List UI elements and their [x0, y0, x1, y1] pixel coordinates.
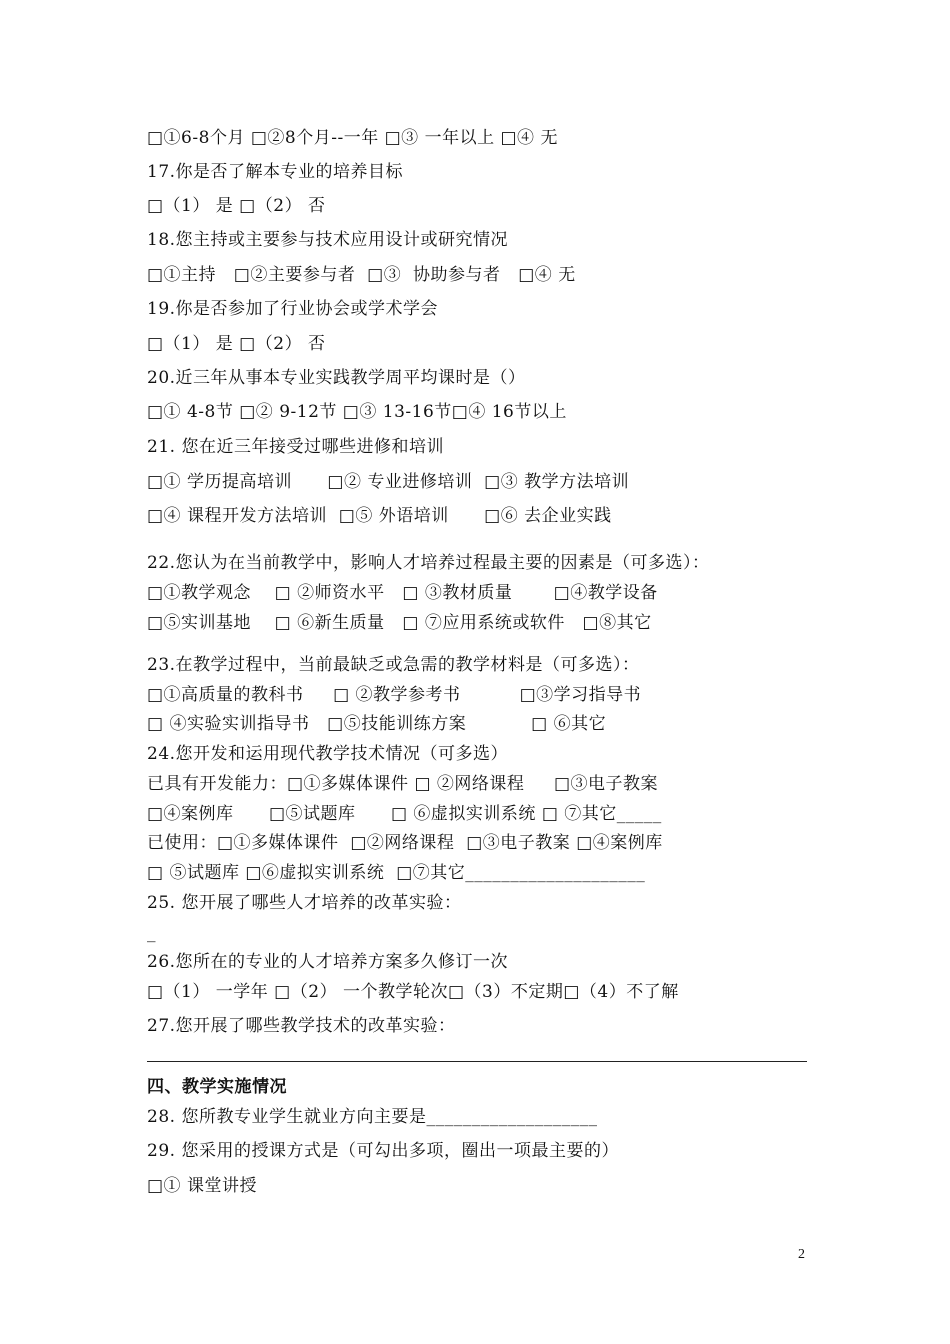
line-q20: 20.近三年从事本专业实践教学周平均课时是（） — [147, 368, 526, 388]
line-q28: 28. 您所教专业学生就业方向主要是___________________ — [147, 1107, 598, 1127]
line-q24: 24.您开发和运用现代教学技术情况（可多选） — [147, 744, 509, 764]
line-q19-options: □（1） 是 □（2） 否 — [147, 334, 326, 354]
line-q22-options-2: □⑤实训基地 □ ⑥新生质量 □ ⑦应用系统或软件 □⑧其它 — [147, 613, 652, 633]
line-q25: 25. 您开展了哪些人才培养的改革实验： — [147, 893, 462, 913]
line-q19: 19.你是否参加了行业协会或学术学会 — [147, 299, 439, 319]
line-q29-option-1: □① 课堂讲授 — [147, 1176, 257, 1196]
line-q24-used-2: □ ⑤试题库 □⑥虚拟实训系统 □⑦其它____________________ — [147, 863, 646, 883]
line-q21: 21. 您在近三年接受过哪些进修和培训 — [147, 437, 444, 457]
line-q16-options: □①6-8个月 □②8个月--一年 □③ 一年以上 □④ 无 — [147, 128, 558, 148]
line-q17: 17.你是否了解本专业的培养目标 — [147, 162, 404, 182]
line-q18: 18.您主持或主要参与技术应用设计或研究情况 — [147, 230, 509, 250]
page-number: 2 — [798, 1247, 805, 1262]
line-q26-options: □（1） 一学年 □（2） 一个教学轮次□（3）不定期□（4）不了解 — [147, 982, 679, 1002]
line-q21-options-1: □① 学历提高培训 □② 专业进修培训 □③ 教学方法培训 — [147, 472, 630, 492]
line-q24-dev-1: 已具有开发能力：□①多媒体课件 □ ②网络课程 □③电子教案 — [147, 774, 659, 794]
section-heading: 四、教学实施情况 — [147, 1077, 287, 1097]
line-q24-used-1: 已使用：□①多媒体课件 □②网络课程 □③电子教案 □④案例库 — [147, 833, 663, 853]
line-q17-options: □（1） 是 □（2） 否 — [147, 196, 326, 216]
line-q21-options-2: □④ 课程开发方法培训 □⑤ 外语培训 □⑥ 去企业实践 — [147, 506, 612, 526]
line-q23-options-2: □ ④实验实训指导书 □⑤技能训练方案 □ ⑥其它 — [147, 714, 607, 734]
line-q20-options: □① 4-8节 □② 9-12节 □③ 13-16节□④ 16节以上 — [147, 402, 567, 422]
line-q23: 23.在教学过程中，当前最缺乏或急需的教学材料是（可多选）： — [147, 655, 640, 675]
line-q24-dev-2: □④案例库 □⑤试题库 □ ⑥虚拟实训系统 □ ⑦其它_____ — [147, 804, 662, 824]
line-q27: 27.您开展了哪些教学技术的改革实验： — [147, 1016, 456, 1036]
line-q29: 29. 您采用的授课方式是（可勾出多项，圈出一项最主要的） — [147, 1141, 619, 1161]
line-q22-options-1: □①教学观念 □ ②师资水平 □ ③教材质量 □④教学设备 — [147, 583, 658, 603]
line-q18-options: □①主持 □②主要参与者 □③ 协助参与者 □④ 无 — [147, 265, 576, 285]
line-q25-blank: _ — [147, 923, 156, 943]
line-q26: 26.您所在的专业的人才培养方案多久修订一次 — [147, 952, 509, 972]
line-q23-options-1: □①高质量的教科书 □ ②教学参考书 □③学习指导书 — [147, 685, 642, 705]
answer-rule — [147, 1061, 807, 1062]
line-q22: 22.您认为在当前教学中，影响人才培养过程最主要的因素是（可多选）： — [147, 553, 710, 573]
